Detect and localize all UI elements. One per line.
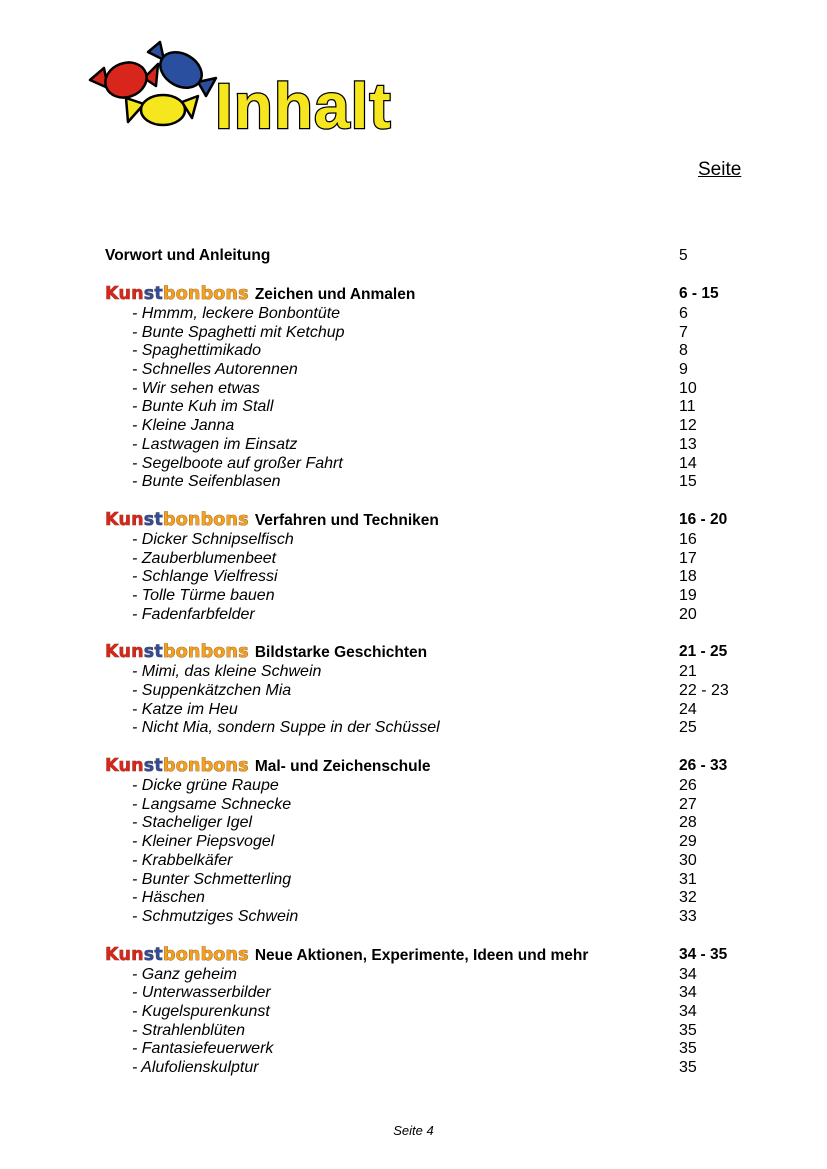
toc-entry[interactable] [105, 908, 765, 927]
toc-entry[interactable] [105, 871, 765, 890]
toc-entry-label: - Schnelles Autorennen [132, 361, 298, 379]
toc-entry-page: 20 [679, 605, 697, 623]
toc-entry-label: - Nicht Mia, sondern Suppe in der Schüssel [132, 719, 440, 737]
toc-section-title: Mal- und Zeichenschule [254, 758, 431, 776]
toc-section-header[interactable] [105, 509, 765, 531]
toc-section-title: Zeichen und Anmalen [254, 286, 416, 303]
page-footer: Seite 4 [393, 1123, 434, 1138]
toc-entry-page: 35 [679, 1021, 697, 1039]
toc-intro-label: Vorwort und Anleitung [105, 247, 271, 264]
toc-section-header[interactable] [105, 944, 765, 966]
toc-entry-page: 34 [679, 965, 697, 983]
toc-entry-label: - Fantasiefeuerwerk [132, 1040, 274, 1058]
toc-entry-label: - Strahlenblüten [132, 1021, 245, 1039]
toc-entry[interactable] [105, 361, 765, 380]
toc-entry[interactable] [105, 473, 765, 492]
toc-entry-page: 35 [679, 1059, 697, 1076]
toc-entry[interactable] [105, 568, 765, 587]
toc-section-pages: 26 - 33 [679, 757, 728, 775]
toc-entry-label: - Dicke grüne Raupe [132, 777, 279, 795]
toc-entry-page: 29 [679, 833, 697, 851]
toc-entry-page: 15 [679, 473, 697, 491]
toc-entry[interactable] [105, 398, 765, 417]
toc-entry-label: - Tolle Türme bauen [132, 586, 275, 604]
toc-entry-label: - Fadenfarbfelder [132, 605, 255, 623]
toc-entry-label: - Bunte Spaghetti mit Ketchup [132, 323, 345, 341]
toc-entry-label: - Häschen [132, 889, 205, 907]
toc-intro-page: 5 [679, 247, 688, 264]
toc-entry-label: - Bunter Schmetterling [132, 870, 292, 888]
toc-entry[interactable] [105, 606, 765, 625]
toc-intro[interactable] [105, 245, 765, 267]
toc-entry-page: 17 [679, 549, 697, 567]
toc-entry-label: - Krabbelkäfer [132, 851, 233, 869]
toc-entry-page: 7 [679, 323, 688, 341]
toc-section-pages: 6 - 15 [679, 285, 719, 302]
toc-entry[interactable] [105, 719, 765, 738]
toc-entry-page: 30 [679, 851, 697, 869]
table-of-contents [105, 245, 765, 1078]
toc-entry-label: - Hmmm, leckere Bonbontüte [132, 305, 341, 322]
toc-entry[interactable] [105, 1040, 765, 1059]
toc-entry-label: - Schmutziges Schwein [132, 907, 299, 925]
toc-section-header[interactable] [105, 755, 765, 777]
toc-sections [105, 283, 765, 1078]
toc-entry-page: 21 [679, 663, 697, 681]
toc-entry-label: - Zauberblumenbeet [132, 549, 277, 567]
toc-entry-page: 19 [679, 586, 697, 604]
toc-entry-page: 33 [679, 907, 697, 925]
toc-entry[interactable] [105, 436, 765, 455]
toc-entry[interactable] [105, 587, 765, 606]
toc-section-title: Neue Aktionen, Experimente, Ideen und mehr [254, 946, 589, 964]
toc-entry-page: 27 [679, 795, 697, 813]
toc-section-title: Bildstarke Geschichten [254, 644, 428, 662]
kunstbonbons-logo: Kunstbonbons [105, 944, 249, 965]
toc-entry[interactable] [105, 814, 765, 833]
toc-entry-label: - Suppenkätzchen Mia [132, 682, 292, 699]
toc-entry-label: - Unterwasserbilder [132, 984, 271, 1002]
toc-entry-page: 14 [679, 454, 697, 472]
red-candy-icon [90, 57, 158, 103]
toc-entry-label: - Schlange Vielfressi [132, 568, 278, 586]
toc-entry[interactable] [105, 342, 765, 361]
toc-entry[interactable] [105, 833, 765, 852]
toc-section-title: Verfahren und Techniken [254, 511, 439, 529]
toc-section-pages: 34 - 35 [679, 945, 728, 963]
toc-entry-label: - Bunte Seifenblasen [132, 473, 281, 491]
kunstbonbons-logo: Kunstbonbons [105, 284, 249, 304]
kunstbonbons-logo: Kunstbonbons [105, 509, 249, 530]
toc-entry-label: - Kleiner Piepsvogel [132, 833, 275, 851]
toc-entry[interactable] [105, 777, 765, 796]
toc-entry-label: - Spaghettimikado [132, 342, 261, 360]
toc-entry-label: - Stacheliger Igel [132, 814, 253, 832]
toc-entry[interactable] [105, 796, 765, 815]
toc-entry[interactable] [105, 984, 765, 1003]
toc-entry-page: 10 [679, 379, 697, 397]
toc-section-header[interactable] [105, 283, 765, 305]
toc-entry[interactable] [105, 455, 765, 474]
toc-section-header[interactable] [105, 641, 765, 663]
toc-entry-label: - Wir sehen etwas [132, 379, 260, 397]
toc-entry-label: - Dicker Schnipselfisch [132, 530, 294, 548]
toc-entry[interactable] [105, 380, 765, 399]
toc-entry-label: - Katze im Heu [132, 700, 238, 718]
toc-entry-page: 9 [679, 361, 688, 379]
page-title: Inhalt [215, 70, 392, 142]
toc-entry-label: - Mimi, das kleine Schwein [132, 663, 322, 681]
toc-entry-label: - Lastwagen im Einsatz [132, 435, 298, 453]
toc-entry-page: 11 [679, 398, 696, 416]
toc-entry-page: 8 [679, 342, 688, 360]
toc-entry-page: 16 [679, 530, 697, 548]
toc-entry-page: 35 [679, 1040, 697, 1058]
toc-entry-page: 12 [679, 417, 697, 435]
toc-section-pages: 16 - 20 [679, 510, 728, 528]
toc-entry[interactable] [105, 417, 765, 436]
toc-entry[interactable] [105, 682, 765, 701]
toc-section-pages: 21 - 25 [679, 643, 728, 661]
kunstbonbons-logo: Kunstbonbons [105, 756, 249, 777]
toc-entry-page: 32 [679, 889, 697, 907]
toc-entry[interactable] [105, 966, 765, 985]
toc-entry[interactable] [105, 305, 765, 324]
toc-entry-page: 13 [679, 435, 697, 453]
toc-entry-page: 6 [679, 305, 688, 322]
toc-entry-label: - Ganz geheim [132, 965, 237, 983]
toc-entry-label: - Kleine Janna [132, 417, 235, 435]
toc-entry-page: 34 [679, 1002, 697, 1020]
toc-entry[interactable] [105, 701, 765, 720]
toc-entry[interactable] [105, 1022, 765, 1041]
toc-entry-label: - Alufolienskulptur [132, 1059, 259, 1076]
toc-entry[interactable] [105, 889, 765, 908]
toc-entry-page: 18 [679, 568, 697, 586]
toc-entry-label: - Langsame Schnecke [132, 795, 292, 813]
toc-entry[interactable] [105, 663, 765, 682]
toc-entry[interactable] [105, 531, 765, 550]
toc-entry-page: 31 [679, 870, 697, 888]
toc-entry-page: 22 - 23 [679, 682, 729, 699]
toc-entry-page: 25 [679, 719, 697, 737]
toc-entry[interactable] [105, 324, 765, 343]
page-column-header: Seite [698, 159, 742, 180]
yellow-candy-icon [126, 95, 198, 125]
toc-entry-label: - Kugelspurenkunst [132, 1002, 270, 1020]
toc-entry-page: 28 [679, 814, 697, 832]
toc-entry-page: 26 [679, 777, 697, 795]
toc-entry[interactable] [105, 852, 765, 871]
toc-entry[interactable] [105, 1003, 765, 1022]
toc-entry-page: 34 [679, 984, 697, 1002]
kunstbonbons-logo: Kunstbonbons [105, 642, 249, 663]
toc-entry-label: - Bunte Kuh im Stall [132, 398, 274, 416]
toc-entry[interactable] [105, 550, 765, 569]
toc-entry[interactable] [105, 1059, 765, 1078]
toc-entry-label: - Segelboote auf großer Fahrt [132, 454, 343, 472]
candy-wrappers-icon [86, 38, 236, 138]
toc-entry-page: 24 [679, 700, 697, 718]
